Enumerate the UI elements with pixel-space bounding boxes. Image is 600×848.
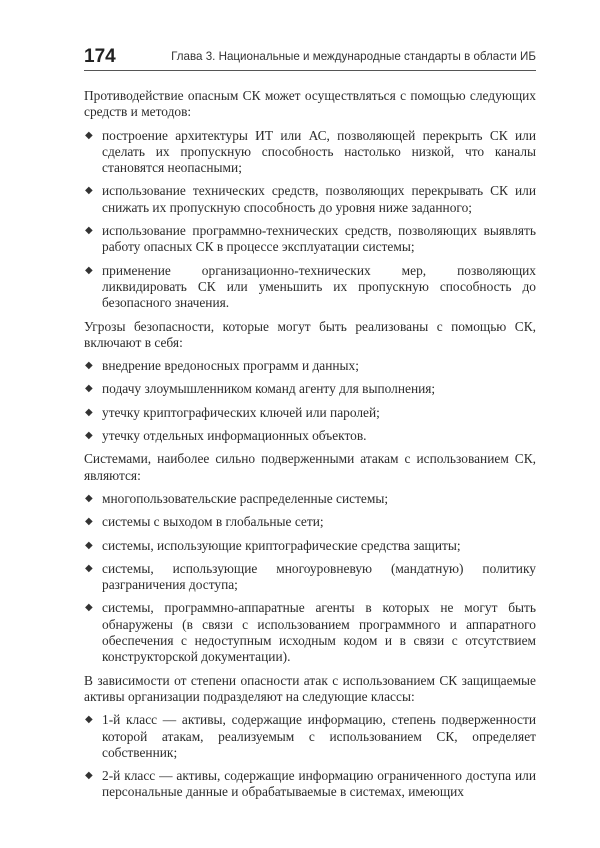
diamond-bullet-icon: ◆ <box>85 516 93 528</box>
list-item-text: подачу злоумышленником команд агенту для выполнения; <box>102 381 436 397</box>
running-title: Глава 3. Национальные и международные стандарты в области ИБ <box>171 50 536 63</box>
paragraph: Системами, наиболее сильно подверженными атакам с использованием СК, являются: <box>84 451 536 483</box>
diamond-bullet-icon: ◆ <box>85 383 93 395</box>
page-number: 174 <box>84 46 116 67</box>
header-rule <box>84 70 536 71</box>
list-item-text: системы, программно-аппаратные агенты в которых не могут быть обнаружены (в связи с использованием программного и аппаратного обеспечения с недоступным исходным кодом и в связи с отсутствием конструкторской документации). <box>102 600 536 665</box>
bullet-list <box>84 712 536 800</box>
list-item <box>84 600 536 665</box>
list-item-text: системы, использующие криптографические средства защиты; <box>102 537 461 553</box>
list-item <box>84 358 536 374</box>
list-item-text: использование программно-технических средств, позволяющих выявлять работу опасных СК в процессе эксплуатации системы; <box>102 223 536 255</box>
list-item <box>84 183 536 216</box>
diamond-bullet-icon: ◆ <box>85 129 93 141</box>
list-item-text: 2-й класс — активы, содержащие информацию ограниченного доступа или персональные данные и обрабатываемые в системах, имеющих <box>102 768 536 800</box>
diamond-bullet-icon: ◆ <box>85 406 93 418</box>
list-item <box>84 428 536 444</box>
list-item-text: утечку криптографических ключей или паролей; <box>102 404 380 420</box>
diamond-bullet-icon: ◆ <box>85 360 93 372</box>
list-item-text: системы с выходом в глобальные сети; <box>102 514 324 530</box>
list-item <box>84 561 536 594</box>
paragraph: В зависимости от степени опасности атак с использованием СК защищаемые активы организации подразделяют на следующие классы: <box>84 672 536 704</box>
list-item <box>84 381 536 397</box>
diamond-bullet-icon: ◆ <box>85 225 93 237</box>
list-item <box>84 768 536 801</box>
page-header <box>84 44 536 70</box>
diamond-bullet-icon: ◆ <box>85 539 93 551</box>
paragraph: Угрозы безопасности, которые могут быть реализованы с помощью СК, включают в себя: <box>84 318 536 350</box>
body-text <box>84 88 536 808</box>
diamond-bullet-icon: ◆ <box>85 492 93 504</box>
list-item-text: применение организационно-технических мер, позволяющих ликвидировать СК или уменьшить их пропускную способность до безопасного значения. <box>102 262 536 311</box>
list-item-text: системы, использующие многоуровневую (мандатную) политику разграничения доступа; <box>102 560 536 593</box>
diamond-bullet-icon: ◆ <box>85 185 93 197</box>
diamond-bullet-icon: ◆ <box>85 430 93 442</box>
list-item-text: внедрение вредоносных программ и данных; <box>102 358 359 374</box>
list-item <box>84 514 536 530</box>
bullet-list <box>84 128 536 312</box>
diamond-bullet-icon: ◆ <box>85 714 93 726</box>
list-item <box>84 538 536 554</box>
list-item-text: многопользовательские распределенные системы; <box>102 490 389 506</box>
list-item <box>84 491 536 507</box>
diamond-bullet-icon: ◆ <box>85 602 93 614</box>
list-item-text: 1-й класс — активы, содержащие информацию, степень подверженности которой атакам, реализуемым с использованием СК, определяет собственник; <box>102 712 536 760</box>
list-item <box>84 263 536 312</box>
list-item <box>84 405 536 421</box>
diamond-bullet-icon: ◆ <box>85 770 93 782</box>
list-item-text: утечку отдельных информационных объектов. <box>102 428 367 444</box>
paragraph: Противодействие опасным СК может осуществляться с помощью следующих средств и методов: <box>84 88 536 120</box>
list-item <box>84 712 536 761</box>
bullet-list <box>84 491 536 666</box>
diamond-bullet-icon: ◆ <box>85 264 93 276</box>
list-item <box>84 128 536 177</box>
list-item-text: построение архитектуры ИТ или АС, позволяющей перекрыть СК или сделать их пропускную способность настолько низкой, что каналы становятся неопасными; <box>102 127 536 176</box>
list-item <box>84 223 536 256</box>
list-item-text: использование технических средств, позволяющих перекрывать СК или снижать их пропускную способность до уровня ниже заданного; <box>102 183 536 215</box>
bullet-list <box>84 358 536 444</box>
diamond-bullet-icon: ◆ <box>85 562 93 574</box>
